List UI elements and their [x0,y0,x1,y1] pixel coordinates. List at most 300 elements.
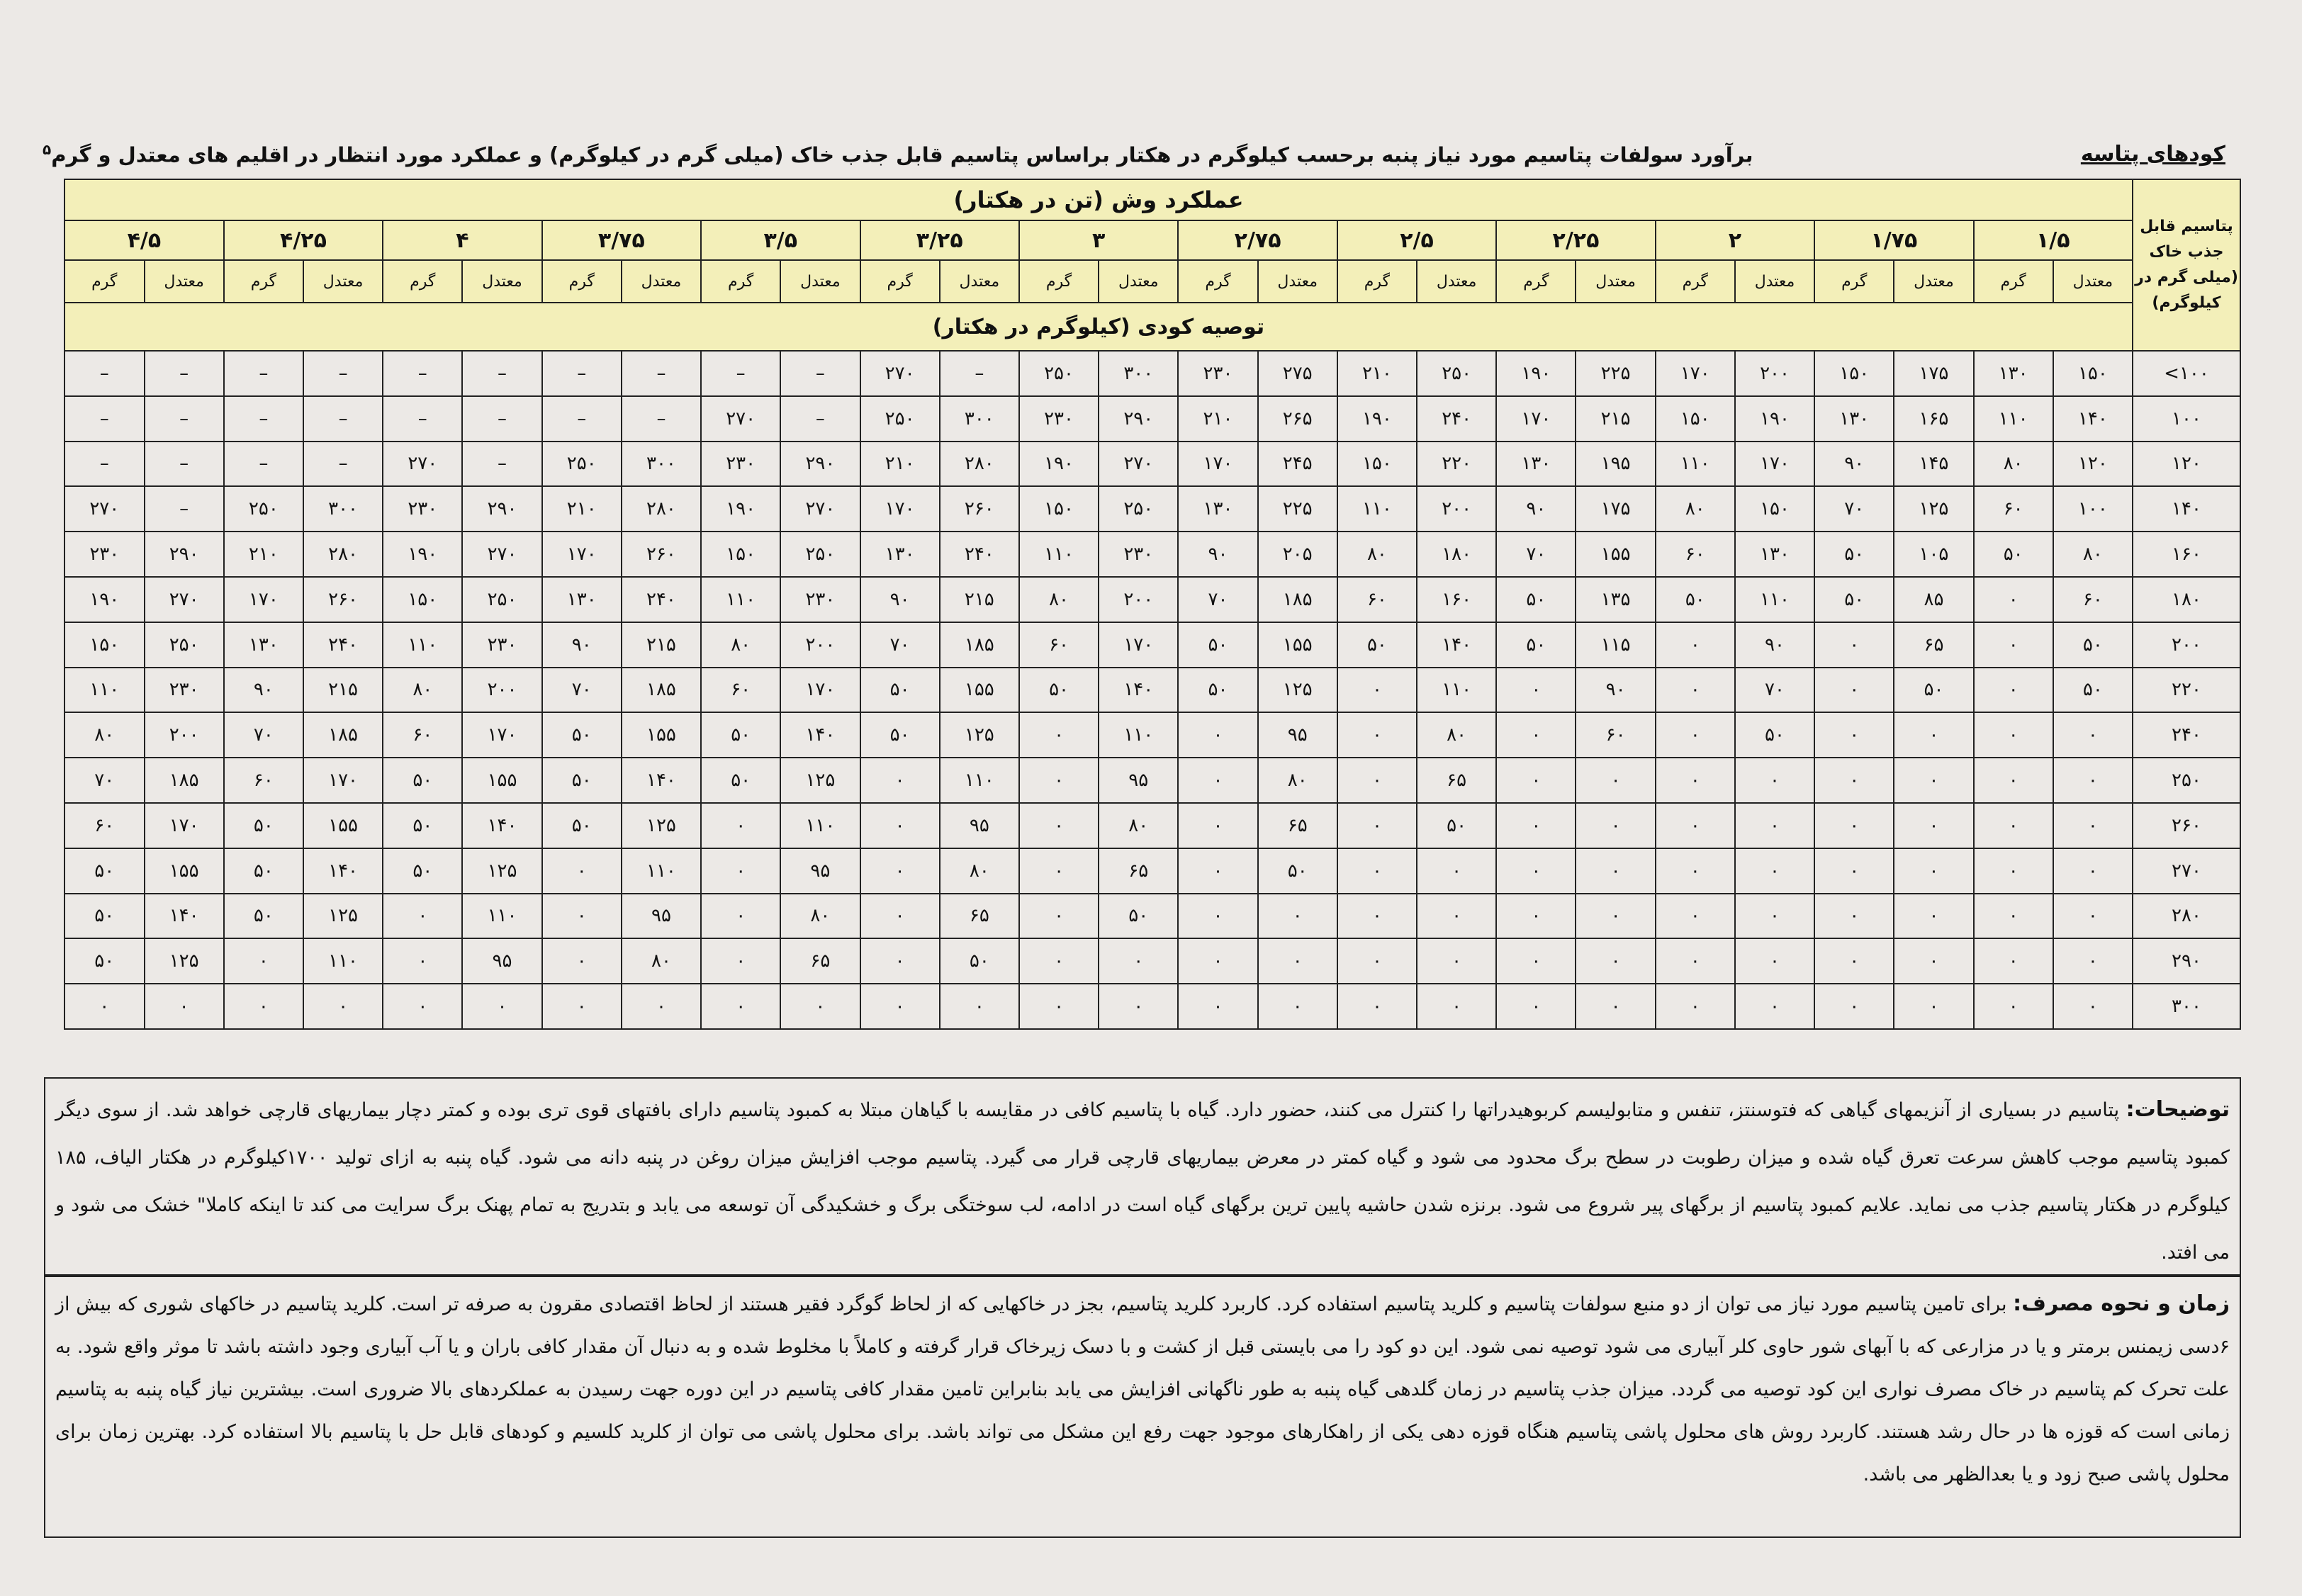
table-cell: ۵۰ [224,803,303,848]
table-cell: ۰ [1576,984,1655,1029]
table-cell: ۹۵ [1258,712,1337,758]
table-cell: ۰ [2053,758,2133,803]
table-cell: ۱۸۵ [622,668,701,713]
table-cell: ۲۰۰ [780,622,860,668]
table-cell: ۰ [1814,894,1894,939]
table-cell: ۰ [1974,712,2053,758]
table-cell: ۰ [1258,894,1337,939]
table-cell: – [224,396,303,442]
table-cell: ۰ [2053,712,2133,758]
table-cell: – [303,351,383,396]
table-cell: ۰ [462,984,541,1029]
climate-temperate: معتدل [303,260,383,303]
table-cell: ۵۰ [1258,848,1337,894]
table-cell: ۰ [2053,984,2133,1029]
table-cell: ۱۵۰ [1735,486,1814,532]
table-cell: ۰ [1974,668,2053,713]
table-cell: ۰ [1656,712,1735,758]
table-cell: ۱۶۰ [1417,577,1496,622]
table-cell: ۱۱۰ [940,758,1019,803]
table-cell: ۰ [2053,894,2133,939]
table-row [64,486,2240,532]
table-cell: ۱۱۰ [1656,442,1735,487]
table-cell: ۱۱۰ [622,848,701,894]
table-cell: ۰ [1496,984,1576,1029]
table-cell: ۱۹۵ [1576,442,1655,487]
table-cell: ۲۹۰ [462,486,541,532]
table-cell: ۱۲۵ [1258,668,1337,713]
table-cell: ۲۱۵ [622,622,701,668]
table-cell: ۲۷۰ [701,396,780,442]
table-cell: – [462,351,541,396]
table-cell: ۰ [1496,848,1576,894]
table-cell: ۲۰۰ [462,668,541,713]
table-cell: ۰ [1974,622,2053,668]
table-cell: ۷۰ [860,622,940,668]
table-cell: ۵۰ [701,758,780,803]
table-cell: – [224,351,303,396]
table-cell: ۳۰۰ [303,486,383,532]
climate-temperate: معتدل [2053,260,2133,303]
table-cell: ۰ [1178,803,1257,848]
table-cell: ۲۳۰ [383,486,462,532]
table-cell: ۲۷۰ [1099,442,1178,487]
table-cell: ۹۰ [1735,622,1814,668]
yield-level-1: ۱/۷۵ [1814,220,1973,260]
climate-temperate: معتدل [462,260,541,303]
table-cell: ۰ [1894,758,1973,803]
table-cell: ۰ [1337,938,1417,984]
table-cell: ۵۰ [1974,532,2053,577]
table-cell: ۵۰ [940,938,1019,984]
table-cell: ۱۵۰ [1337,442,1417,487]
table-cell: ۲۷۰ [860,351,940,396]
table-cell: ۲۳۰ [64,532,145,577]
table-cell: ۶۰ [64,803,145,848]
table-cell: ۰ [1814,622,1894,668]
table-cell: ۲۴۰ [622,577,701,622]
table-cell: ۲۳۰ [145,668,224,713]
table-cell: ۰ [1496,938,1576,984]
table-cell: ۰ [2053,803,2133,848]
table-cell: ۲۲۵ [1258,486,1337,532]
table-cell: ۰ [1735,984,1814,1029]
table-cell: ۱۳۰ [1178,486,1257,532]
table-cell: ۰ [1894,712,1973,758]
table-cell: ۹۰ [860,577,940,622]
table-cell: ۰ [1894,894,1973,939]
climate-temperate: معتدل [940,260,1019,303]
table-cell: ۲۴۰ [940,532,1019,577]
table-cell: ۰ [1099,984,1178,1029]
table-row [64,351,2240,396]
table-cell: ۱۱۰ [1974,396,2053,442]
table-cell: ۱۴۰ [462,803,541,848]
table-cell: ۱۳۵ [1576,577,1655,622]
soil-potassium-value: ۲۸۰ [2133,894,2240,939]
section-label: کودهای پتاسه [2080,141,2225,167]
table-cell: ۱۹۰ [1337,396,1417,442]
table-cell: ۹۵ [780,848,860,894]
table-cell: ۰ [1814,938,1894,984]
table-cell: ۰ [1576,894,1655,939]
page-title [43,141,1753,167]
table-cell: ۵۰ [1337,622,1417,668]
table-cell: ۱۳۰ [224,622,303,668]
table-cell: ۰ [1735,938,1814,984]
table-cell: ۰ [1814,758,1894,803]
table-cell: ۵۰ [64,894,145,939]
table-cell: ۱۹۰ [1496,351,1576,396]
table-cell: ۱۴۰ [622,758,701,803]
climate-temperate: معتدل [780,260,860,303]
table-cell: ۸۰ [1019,577,1099,622]
climate-warm: گرم [383,260,462,303]
table-cell: ۱۵۵ [1258,622,1337,668]
table-cell: ۱۵۵ [1576,532,1655,577]
table-cell: ۲۷۰ [64,486,145,532]
table-cell: ۰ [1019,803,1099,848]
table-cell: – [701,351,780,396]
table-cell: ۲۶۰ [622,532,701,577]
table-cell: ۰ [542,984,622,1029]
climate-warm: گرم [1974,260,2053,303]
table-row [64,758,2240,803]
table-cell: ۰ [1417,848,1496,894]
yield-level-10: ۴ [383,220,541,260]
table-cell: ۰ [1735,894,1814,939]
table-cell: ۱۸۵ [1258,577,1337,622]
table-cell: ۰ [1656,622,1735,668]
table-cell: ۵۰ [542,758,622,803]
table-cell: ۰ [2053,938,2133,984]
table-cell: ۰ [1417,894,1496,939]
table-cell: ۱۱۰ [1417,668,1496,713]
table-cell: ۲۰۰ [145,712,224,758]
table-cell: ۶۰ [2053,577,2133,622]
table-cell: ۷۰ [1178,577,1257,622]
table-cell: ۱۷۵ [1576,486,1655,532]
table-cell: ۳۰۰ [1099,351,1178,396]
soil-potassium-value: ۲۶۰ [2133,803,2240,848]
table-cell: ۸۰ [701,622,780,668]
table-cell: ۲۰۵ [1258,532,1337,577]
table-cell: ۱۹۰ [701,486,780,532]
table-cell: ۰ [145,984,224,1029]
table-cell: ۰ [542,848,622,894]
table-cell: ۲۱۰ [860,442,940,487]
table-cell: ۱۴۵ [1894,442,1973,487]
table-cell: ۶۰ [1656,532,1735,577]
table-cell: ۰ [1337,712,1417,758]
table-cell: ۵۰ [1099,894,1178,939]
table-cell: ۱۱۰ [701,577,780,622]
table-cell: ۰ [383,894,462,939]
climate-warm: گرم [1337,260,1417,303]
table-cell: ۱۵۵ [622,712,701,758]
table-cell: ۰ [701,984,780,1029]
table-cell: ۵۰ [860,668,940,713]
soil-potassium-value: ۲۰۰ [2133,622,2240,668]
table-cell: ۶۰ [1337,577,1417,622]
table-cell: ۲۸۰ [622,486,701,532]
table-cell: ۵۰ [1496,622,1576,668]
notes-label: توضیحات: [2126,1097,2230,1122]
soil-potassium-value: ۲۲۰ [2133,668,2240,713]
table-cell: ۶۵ [780,938,860,984]
table-cell: – [64,442,145,487]
table-cell: ۰ [1974,938,2053,984]
table-cell: ۲۳۰ [1019,396,1099,442]
table-row [64,577,2240,622]
table-cell: ۱۵۰ [383,577,462,622]
table-cell: ۱۵۰ [2053,351,2133,396]
table-cell: ۶۵ [940,894,1019,939]
yield-level-8: ۳/۵ [701,220,860,260]
table-cell: ۰ [1894,938,1973,984]
table-cell: ۰ [1178,848,1257,894]
climate-warm: گرم [64,260,145,303]
table-cell: ۰ [860,848,940,894]
table-cell: ۲۸۰ [940,442,1019,487]
table-cell: ۲۵۰ [1019,351,1099,396]
soil-potassium-value: ۱۲۰ [2133,442,2240,487]
table-cell: ۰ [1814,668,1894,713]
table-cell: ۰ [1656,668,1735,713]
table-cell: ۲۵۰ [1417,351,1496,396]
table-cell: ۷۰ [1496,532,1576,577]
soil-potassium-value: ۳۰۰ [2133,984,2240,1029]
table-cell: ۵۰ [1735,712,1814,758]
table-cell: ۲۵۰ [542,442,622,487]
table-cell: ۱۱۰ [64,668,145,713]
table-cell: ۱۷۰ [462,712,541,758]
table-cell: ۱۹۰ [1735,396,1814,442]
table-cell: ۱۵۵ [145,848,224,894]
table-cell: ۰ [1974,803,2053,848]
table-cell: ۰ [542,938,622,984]
table-cell: ۱۴۰ [303,848,383,894]
table-cell: ۱۱۰ [1337,486,1417,532]
table-cell: ۰ [383,984,462,1029]
table-cell: ۱۱۵ [1576,622,1655,668]
table-cell: ۱۷۰ [860,486,940,532]
climate-warm: گرم [860,260,940,303]
table-cell: ۶۰ [224,758,303,803]
climate-warm: گرم [1178,260,1257,303]
usage-text: برای تامین پتاسیم مورد نیاز می توان از دو منبع سولفات پتاسیم و کلرید پتاسیم استفاده کرد. کاربرد کلرید پتاسیم، بجز در خاکهایی که از لحاظ گوگرد فقیر هستند از لحاظ اقتصادی مقرون به صرفه تر است. کلرید پتاسیم در خاکهای شوری که بیش از ۶دسی زیمنس برمتر و یا در مزارعی که با آبهای شور حاوی کلر آبیاری می شود توصیه نمی شود. این دو کود را می بایستی قبل از کشت و با دسک زیرخاک قرار گرفته و کاملاً با مخلوط شده و به دنبال آن مقدار کافی باران و یا آب آبیاری وجود داشته باشد تا موثر واقع شود. به علت تحرک کم پتاسیم در خاک مصرف نواری این کود توصیه می گردد. میزان جذب پتاسیم در زمان گلدهی گیاه پنبه به طور ناگهانی افزایش می یابد بنابراین تامین مقدار کافی پتاسیم در این دوره جهت رسیدن به عملکردهای بالا ضروری است. بیشترین نیاز گیاه پنبه به پتاسیم زمانی است که قوزه ها در حال رشد هستند. کاربرد روش های محلول پاشی پتاسیم هنگاه قوزه دهی یکی از راهکارهای موجود جهت رفع این مشکل می تواند باشد. برای محلول پاشی می توان از کلرید کلسیم و کودهای قابل حل با پتاسیم بالا استفاده کرد. بهترین زمان برای محلول پاشی صبح زود و یا بعدالظهر می باشد. [55,1293,2230,1485]
table-cell: ۰ [1656,848,1735,894]
table-cell: ۵۰ [1814,532,1894,577]
table-cell: ۱۷۰ [224,577,303,622]
table-cell: ۹۰ [542,622,622,668]
table-cell: ۰ [1019,712,1099,758]
table-cell: – [780,351,860,396]
notes-text: پتاسیم در بسیاری از آنزیمهای گیاهی که فتوسنتز، تنفس و متابولیسم کربوهیدراتها را کنترل می کنند، حضور دارد. گیاه با پتاسیم کافی در مقایسه با گیاهان مبتلا به کمبود پتاسیم دارای بافتهای قوی تری بوده و کمتر دچار بیماریهای قارچی خواهد شد. از سوی دیگر کمبود پتاسیم موجب کاهش سرعت تعرق گیاه شده و میزان رطوبت در سطح برگ محدود می شود و گیاه کمتر در معرض بیماریهای قارچی قرار می گیرد. پتاسیم موجب افزایش میزان روغن در پنبه دانه می شود. گیاه پنبه به ازای تولید ۱۷۰۰کیلوگرم در هکتار الیاف، ۱۸۵ کیلوگرم در هکتار پتاسیم جذب می نماید. علایم کمبود پتاسیم از برگهای پیر شروع می شود. برنزه شدن حاشیه پایین ترین برگهای گیاه است در ادامه، لب سوختگی برگ و خشکیدگی آن توسعه می یابد و بتدریج به تمام پهنک برگ سرایت می کند تا اینکه کاملا" خشک می شود و می افتد. [55,1099,2230,1264]
table-cell: ۰ [1656,984,1735,1029]
table-cell: ۱۱۰ [462,894,541,939]
table-row [64,532,2240,577]
table-cell: ۱۷۰ [1178,442,1257,487]
climate-temperate: معتدل [1735,260,1814,303]
table-cell: ۱۱۰ [780,803,860,848]
table-cell: ۸۰ [64,712,145,758]
table-cell: ۰ [860,758,940,803]
table-row [64,894,2240,939]
yield-level-4: ۲/۵ [1337,220,1496,260]
table-cell: ۰ [1178,758,1257,803]
table-cell: ۱۷۰ [303,758,383,803]
soil-potassium-value: ۱۴۰ [2133,486,2240,532]
climate-temperate: معتدل [145,260,224,303]
soil-potassium-value: ۲۴۰ [2133,712,2240,758]
table-cell: ۳۰۰ [622,442,701,487]
notes-section [44,1077,2241,1276]
table-row [64,848,2240,894]
table-cell: ۲۱۰ [1178,396,1257,442]
table-cell: ۰ [1576,848,1655,894]
table-cell: ۱۷۰ [145,803,224,848]
table-cell: ۱۵۰ [1019,486,1099,532]
table-row [64,803,2240,848]
table-cell: ۸۰ [1099,803,1178,848]
table-cell: ۲۷۰ [145,577,224,622]
table-cell: ۱۵۰ [1656,396,1735,442]
table-cell: – [145,442,224,487]
yield-level-7: ۳/۲۵ [860,220,1019,260]
table-row [64,442,2240,487]
table-cell: ۰ [1496,668,1576,713]
table-cell: ۲۰۰ [1417,486,1496,532]
table-cell: ۰ [1656,758,1735,803]
table-cell: ۱۵۵ [303,803,383,848]
table-cell: ۱۸۵ [145,758,224,803]
table-cell: ۱۷۰ [1656,351,1735,396]
table-cell: ۱۲۵ [780,758,860,803]
table-cell: ۷۰ [224,712,303,758]
table-cell: – [145,351,224,396]
table-cell: ۵۰ [224,894,303,939]
table-cell: ۱۶۵ [1894,396,1973,442]
table-cell: ۱۷۰ [1099,622,1178,668]
table-cell: ۱۳۰ [1814,396,1894,442]
table-cell: ۱۵۰ [64,622,145,668]
table-cell: ۱۲۵ [940,712,1019,758]
table-cell: ۵۰ [224,848,303,894]
table-cell: ۱۷۵ [1894,351,1973,396]
climate-temperate: معتدل [1417,260,1496,303]
table-cell: ۰ [1576,803,1655,848]
table-cell: ۰ [701,894,780,939]
table-cell: ۱۳۰ [860,532,940,577]
table-cell: ۲۱۵ [303,668,383,713]
table-cell: ۲۹۰ [1099,396,1178,442]
table-cell: ۱۰۵ [1894,532,1973,577]
table-cell: ۱۴۰ [2053,396,2133,442]
table-cell: ۵۰ [1496,577,1576,622]
table-cell: ۰ [1576,938,1655,984]
table-cell: ۲۵۰ [462,577,541,622]
yield-level-2: ۲ [1656,220,1814,260]
table-cell: ۱۸۵ [940,622,1019,668]
table-cell: ۷۰ [1814,486,1894,532]
table-cell: ۱۲۰ [2053,442,2133,487]
table-cell: ۰ [1735,848,1814,894]
table-cell: ۹۵ [940,803,1019,848]
table-cell: ۰ [1019,938,1099,984]
table-cell: ۱۲۵ [1894,486,1973,532]
table-cell: ۰ [1496,803,1576,848]
table-cell: ۰ [1417,984,1496,1029]
table-cell: ۱۵۵ [940,668,1019,713]
climate-temperate: معتدل [1894,260,1973,303]
soil-potassium-value: ۲۵۰ [2133,758,2240,803]
table-cell: ۰ [1019,848,1099,894]
soil-potassium-value: ۱۶۰ [2133,532,2240,577]
table-cell: ۸۰ [383,668,462,713]
table-cell: – [622,396,701,442]
table-cell: ۲۵۰ [1099,486,1178,532]
table-cell: ۰ [1337,668,1417,713]
table-cell: ۲۳۰ [1178,351,1257,396]
page-header [43,129,2225,179]
table-cell: ۵۰ [542,712,622,758]
table-cell: ۰ [701,848,780,894]
table-cell: ۰ [1974,894,2053,939]
table-cell: ۰ [303,984,383,1029]
yield-levels-row [64,220,2240,260]
table-cell: ۰ [224,984,303,1029]
table-body [64,351,2240,1029]
soil-potassium-value: ۱۰۰ [2133,396,2240,442]
table-cell: ۰ [1337,758,1417,803]
table-cell: ۲۶۵ [1258,396,1337,442]
table-cell: ۶۰ [1019,622,1099,668]
climate-row [64,260,2240,303]
table-row [64,668,2240,713]
table-cell: ۵۰ [1178,668,1257,713]
table-cell: ۲۱۰ [1337,351,1417,396]
climate-warm: گرم [1656,260,1735,303]
yield-level-0: ۱/۵ [1974,220,2133,260]
table-cell: ۰ [1337,803,1417,848]
table-cell: ۱۱۰ [1019,532,1099,577]
table-cell: ۱۵۰ [701,532,780,577]
soil-potassium-value: ۲۷۰ [2133,848,2240,894]
table-cell: ۲۹۰ [780,442,860,487]
climate-temperate: معتدل [622,260,701,303]
title-footnote: ۵ [43,140,52,158]
table-cell: ۰ [1258,938,1337,984]
table-cell: – [542,351,622,396]
table-cell: ۱۹۰ [64,577,145,622]
table-cell: ۰ [701,803,780,848]
table-cell: ۱۳۰ [1496,442,1576,487]
climate-warm: گرم [224,260,303,303]
table-row [64,984,2240,1029]
table-cell: ۹۰ [224,668,303,713]
usage-section [44,1276,2241,1538]
table-cell: ۱۹۰ [1019,442,1099,487]
table-cell: ۶۰ [1576,712,1655,758]
table-cell: ۰ [1894,984,1973,1029]
table-cell: ۹۵ [1099,758,1178,803]
table-cell: ۰ [1974,577,2053,622]
table-cell: ۵۰ [383,848,462,894]
soil-potassium-header: پتاسیم قابل جذب خاک (میلی گرم در کیلوگرم) [2133,179,2240,351]
table-cell: ۵۰ [860,712,940,758]
table-cell: ۶۵ [1894,622,1973,668]
